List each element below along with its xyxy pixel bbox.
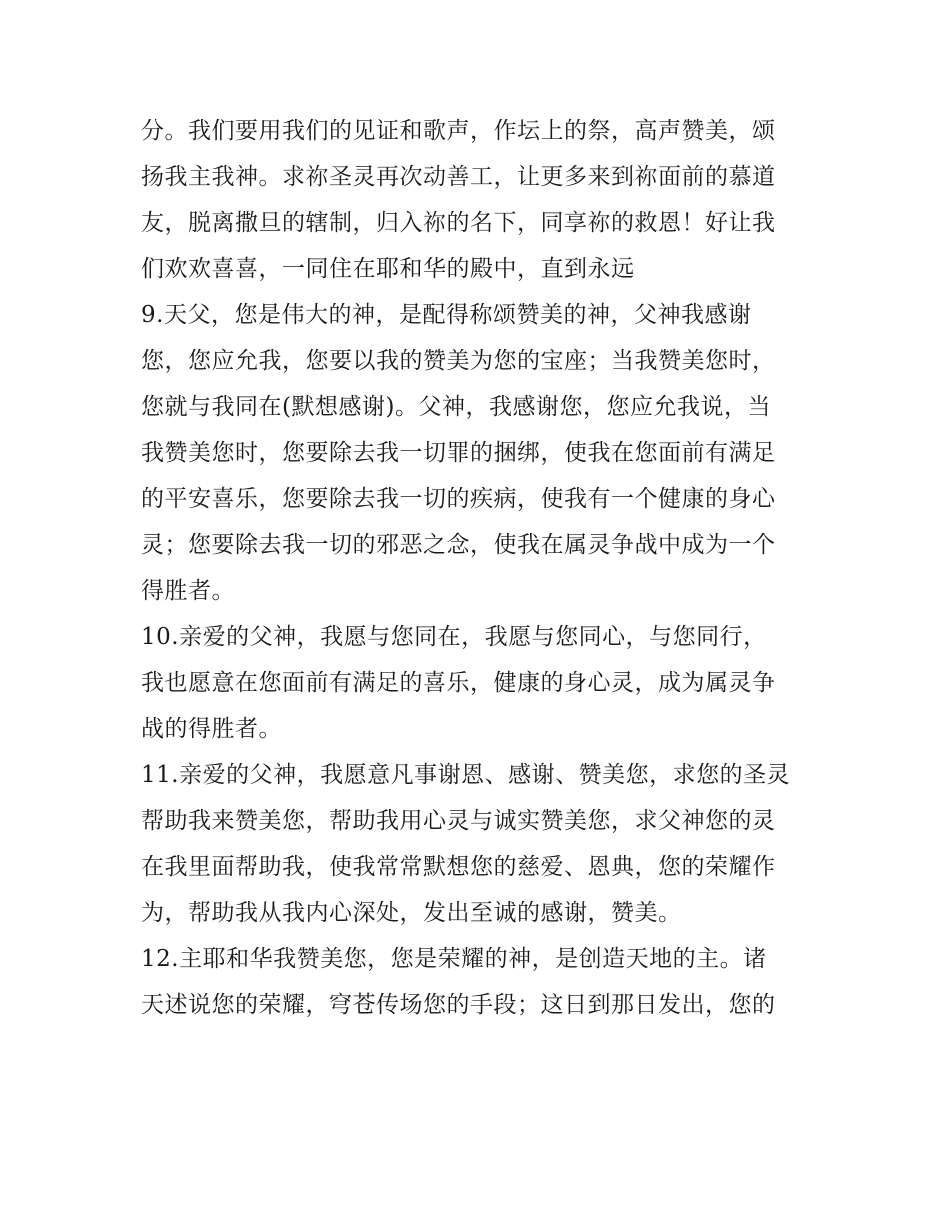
text-line: 我赞美您时，您要除去我一切罪的捆绑，使我在您面前有满足 [141,440,776,466]
paragraph-10-start: 10.亲爱的父神，我愿与您同在，我愿与您同心，与您同行， [141,624,767,650]
paragraph-12-start: 12.主耶和华我赞美您，您是荣耀的神，是创造天地的主。诸 [141,946,767,972]
paragraph-9-start: 9.天父，您是伟大的神，是配得称颂赞美的神，父神我感谢 [141,302,752,328]
text-line: 您就与我同在(默想感谢)。父神，我感谢您，您应允我说，当 [141,394,771,420]
text-line: 在我里面帮助我，使我常常默想您的慈爱、恩典，您的荣耀作 [141,854,776,880]
text-line: 的平安喜乐，您要除去我一切的疾病，使我有一个健康的身心 [141,486,776,512]
text-line: 得胜者。 [141,578,235,604]
text-line: 天述说您的荣耀，穹苍传场您的手段；这日到那日发出，您的 [141,992,776,1018]
text-line: 我也愿意在您面前有满足的喜乐，健康的身心灵，成为属灵争 [141,670,776,696]
paragraph-11-start: 11.亲爱的父神，我愿意凡事谢恩、感谢、赞美您，求您的圣灵 [141,762,791,788]
text-line: 灵；您要除去我一切的邪恶之念，使我在属灵争战中成为一个 [141,532,776,558]
text-line: 们欢欢喜喜，一同住在耶和华的殿中，直到永远 [141,256,635,282]
document-body [141,108,821,1028]
text-line: 分。我们要用我们的见证和歌声，作坛上的祭，高声赞美，颂 [141,118,776,144]
text-line: 战的得胜者。 [141,716,282,742]
text-line: 您，您应允我，您要以我的赞美为您的宝座；当我赞美您时， [141,348,776,374]
text-line: 友，脱离撒旦的辖制，归入祢的名下，同享祢的救恩！好让我 [141,210,776,236]
text-line: 为，帮助我从我内心深处，发出至诚的感谢，赞美。 [141,900,682,926]
text-line: 扬我主我神。求祢圣灵再次动善工，让更多来到祢面前的慕道 [141,164,776,190]
text-line: 帮助我来赞美您，帮助我用心灵与诚实赞美您，求父神您的灵 [141,808,776,834]
